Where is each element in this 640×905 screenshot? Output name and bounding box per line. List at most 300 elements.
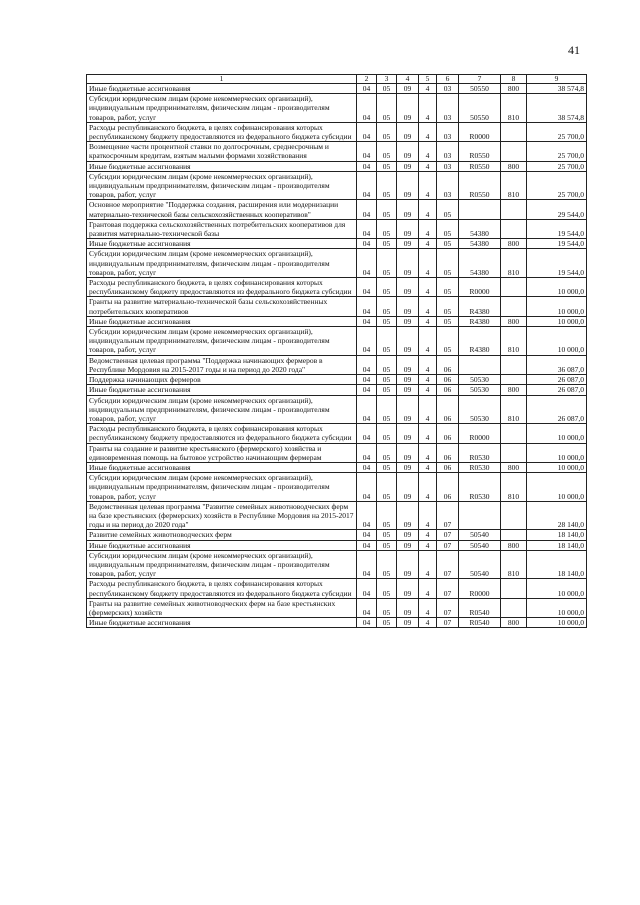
cell-target-article: 50530 [459, 385, 501, 395]
cell-code-2: 05 [377, 327, 397, 356]
cell-amount: 18 140,0 [527, 550, 587, 579]
cell-code-1: 04 [357, 161, 377, 171]
row-description: Гранты на создание и развитие крестьянского (фермерского) хозяйства и единовременная помощь на бытовое устройство начинающим фермерам [87, 443, 357, 462]
cell-code-4: 4 [419, 443, 437, 462]
row-description: Субсидии юридическим лицам (кроме некоммерческих организаций), индивидуальным предпринимателям, физическим лицам - производителям товаров, работ, услуг [87, 249, 357, 278]
cell-code-3: 09 [397, 598, 419, 617]
row-description: Иные бюджетные ассигнования [87, 316, 357, 326]
column-header: 9 [527, 75, 587, 84]
cell-code-3: 09 [397, 395, 419, 424]
cell-code-5: 06 [437, 385, 459, 395]
cell-code-1: 04 [357, 327, 377, 356]
cell-code-1: 04 [357, 239, 377, 249]
table-row [87, 171, 587, 200]
table-row [87, 327, 587, 356]
cell-code-3: 09 [397, 94, 419, 123]
cell-target-article: R0550 [459, 171, 501, 200]
cell-target-article: R4380 [459, 297, 501, 316]
row-description: Иные бюджетные ассигнования [87, 161, 357, 171]
cell-amount: 10 000,0 [527, 278, 587, 297]
cell-amount: 10 000,0 [527, 598, 587, 617]
cell-expense-type: 800 [501, 316, 527, 326]
cell-code-1: 04 [357, 473, 377, 502]
row-description: Иные бюджетные ассигнования [87, 540, 357, 550]
cell-code-1: 04 [357, 249, 377, 278]
row-description: Иные бюджетные ассигнования [87, 239, 357, 249]
table-row [87, 530, 587, 540]
cell-code-1: 04 [357, 618, 377, 628]
row-description: Субсидии юридическим лицам (кроме некоммерческих организаций), индивидуальным предпринимателям, физическим лицам - производителям товаров, работ, услуг [87, 327, 357, 356]
cell-expense-type: 810 [501, 171, 527, 200]
cell-code-3: 09 [397, 278, 419, 297]
cell-code-3: 09 [397, 142, 419, 161]
row-description: Субсидии юридическим лицам (кроме некоммерческих организаций), индивидуальным предпринимателям, физическим лицам - производителям товаров, работ, услуг [87, 550, 357, 579]
cell-code-2: 05 [377, 171, 397, 200]
cell-code-2: 05 [377, 375, 397, 385]
cell-target-article [459, 355, 501, 374]
cell-amount: 10 000,0 [527, 462, 587, 472]
cell-code-3: 09 [397, 618, 419, 628]
cell-target-article [459, 501, 501, 530]
cell-expense-type [501, 355, 527, 374]
cell-expense-type: 800 [501, 84, 527, 94]
row-description: Гранты на развитие материально-технической базы сельскохозяйственных потребительских кооперативов [87, 297, 357, 316]
row-description: Иные бюджетные ассигнования [87, 84, 357, 94]
table-row [87, 122, 587, 141]
column-header: 7 [459, 75, 501, 84]
cell-code-4: 4 [419, 161, 437, 171]
cell-code-3: 09 [397, 385, 419, 395]
cell-amount: 10 000,0 [527, 579, 587, 598]
cell-code-2: 05 [377, 598, 397, 617]
cell-code-5: 06 [437, 424, 459, 443]
cell-code-3: 09 [397, 122, 419, 141]
cell-expense-type: 800 [501, 161, 527, 171]
cell-code-4: 4 [419, 200, 437, 219]
column-header: 3 [377, 75, 397, 84]
cell-code-3: 09 [397, 579, 419, 598]
table-row [87, 200, 587, 219]
cell-code-3: 09 [397, 171, 419, 200]
cell-expense-type: 800 [501, 239, 527, 249]
row-description: Основное мероприятие "Поддержка создания, расширения или модернизации материально-технической базы сельскохозяйственных кооперативов" [87, 200, 357, 219]
cell-code-2: 05 [377, 579, 397, 598]
cell-amount: 38 574,8 [527, 84, 587, 94]
cell-code-1: 04 [357, 443, 377, 462]
cell-code-2: 05 [377, 443, 397, 462]
table-row [87, 355, 587, 374]
cell-code-1: 04 [357, 171, 377, 200]
cell-code-1: 04 [357, 219, 377, 238]
cell-code-3: 09 [397, 297, 419, 316]
cell-code-4: 4 [419, 550, 437, 579]
cell-code-4: 4 [419, 375, 437, 385]
table-header-row [87, 75, 587, 84]
cell-expense-type [501, 200, 527, 219]
cell-expense-type [501, 297, 527, 316]
cell-code-2: 05 [377, 501, 397, 530]
cell-amount: 38 574,8 [527, 94, 587, 123]
row-description: Грантовая поддержка сельскохозяйственных потребительских кооперативов для развития материально-технической базы [87, 219, 357, 238]
cell-code-4: 4 [419, 142, 437, 161]
table-row [87, 161, 587, 171]
cell-code-5: 07 [437, 598, 459, 617]
cell-code-4: 4 [419, 385, 437, 395]
cell-amount: 19 544,0 [527, 219, 587, 238]
cell-code-1: 04 [357, 579, 377, 598]
cell-amount: 10 000,0 [527, 424, 587, 443]
cell-code-5: 03 [437, 94, 459, 123]
cell-code-4: 4 [419, 355, 437, 374]
cell-code-4: 4 [419, 598, 437, 617]
cell-code-5: 05 [437, 316, 459, 326]
cell-code-4: 4 [419, 473, 437, 502]
row-description: Ведомственная целевая программа "Развитие семейных животноводческих ферм на базе крестьянских (фермерских) хозяйств в Республике Мордовия на 2015-2017 годы и на период до 2020 года" [87, 501, 357, 530]
cell-target-article: 50530 [459, 375, 501, 385]
cell-amount: 25 700,0 [527, 171, 587, 200]
table-row [87, 462, 587, 472]
cell-code-3: 09 [397, 375, 419, 385]
cell-code-4: 4 [419, 462, 437, 472]
cell-amount: 18 140,0 [527, 530, 587, 540]
cell-code-1: 04 [357, 530, 377, 540]
cell-code-1: 04 [357, 385, 377, 395]
cell-code-4: 4 [419, 316, 437, 326]
cell-code-1: 04 [357, 278, 377, 297]
cell-code-4: 4 [419, 239, 437, 249]
cell-code-5: 07 [437, 530, 459, 540]
cell-target-article: R0530 [459, 443, 501, 462]
cell-amount: 18 140,0 [527, 540, 587, 550]
cell-amount: 29 544,0 [527, 200, 587, 219]
cell-code-1: 04 [357, 598, 377, 617]
cell-code-2: 05 [377, 84, 397, 94]
cell-code-1: 04 [357, 297, 377, 316]
cell-expense-type: 810 [501, 327, 527, 356]
cell-target-article: R0550 [459, 161, 501, 171]
cell-code-2: 05 [377, 618, 397, 628]
row-description: Поддержка начинающих фермеров [87, 375, 357, 385]
table-row [87, 239, 587, 249]
table-row [87, 316, 587, 326]
cell-code-5: 06 [437, 375, 459, 385]
cell-code-3: 09 [397, 316, 419, 326]
cell-code-1: 04 [357, 424, 377, 443]
cell-code-3: 09 [397, 462, 419, 472]
cell-code-2: 05 [377, 142, 397, 161]
row-description: Развитие семейных животноводческих ферм [87, 530, 357, 540]
cell-amount: 25 700,0 [527, 142, 587, 161]
cell-code-1: 04 [357, 200, 377, 219]
cell-code-1: 04 [357, 375, 377, 385]
cell-expense-type [501, 443, 527, 462]
cell-code-5: 05 [437, 219, 459, 238]
cell-code-5: 07 [437, 540, 459, 550]
cell-code-5: 06 [437, 443, 459, 462]
table-row [87, 142, 587, 161]
cell-code-5: 07 [437, 501, 459, 530]
row-description: Ведомственная целевая программа "Поддержка начинающих фермеров в Республике Мордовия на 2015-2017 годы и на период до 2020 года" [87, 355, 357, 374]
cell-code-4: 4 [419, 618, 437, 628]
cell-code-4: 4 [419, 327, 437, 356]
column-header: 1 [87, 75, 357, 84]
cell-target-article: 50540 [459, 530, 501, 540]
row-description: Субсидии юридическим лицам (кроме некоммерческих организаций), индивидуальным предпринимателям, физическим лицам - производителям товаров, работ, услуг [87, 171, 357, 200]
cell-target-article: R0000 [459, 278, 501, 297]
cell-code-2: 05 [377, 122, 397, 141]
cell-target-article: 54380 [459, 219, 501, 238]
table-row [87, 94, 587, 123]
cell-code-2: 05 [377, 94, 397, 123]
table-row [87, 249, 587, 278]
cell-target-article: R0000 [459, 579, 501, 598]
cell-code-5: 06 [437, 462, 459, 472]
cell-code-2: 05 [377, 278, 397, 297]
cell-code-3: 09 [397, 355, 419, 374]
cell-amount: 26 087,0 [527, 385, 587, 395]
cell-code-3: 09 [397, 424, 419, 443]
cell-target-article: 50540 [459, 540, 501, 550]
cell-code-5: 06 [437, 395, 459, 424]
table-row [87, 84, 587, 94]
cell-code-3: 09 [397, 443, 419, 462]
cell-code-5: 03 [437, 161, 459, 171]
table-row [87, 385, 587, 395]
cell-code-3: 09 [397, 501, 419, 530]
cell-code-2: 05 [377, 249, 397, 278]
cell-amount: 26 087,0 [527, 395, 587, 424]
cell-code-2: 05 [377, 540, 397, 550]
cell-target-article: 50550 [459, 94, 501, 123]
cell-target-article: 50530 [459, 395, 501, 424]
cell-code-1: 04 [357, 355, 377, 374]
cell-amount: 19 544,0 [527, 249, 587, 278]
cell-code-2: 05 [377, 161, 397, 171]
cell-target-article: R0000 [459, 122, 501, 141]
cell-code-3: 09 [397, 200, 419, 219]
cell-amount: 10 000,0 [527, 316, 587, 326]
cell-code-4: 4 [419, 94, 437, 123]
cell-expense-type [501, 501, 527, 530]
table-row [87, 618, 587, 628]
cell-code-2: 05 [377, 473, 397, 502]
cell-expense-type [501, 530, 527, 540]
cell-code-1: 04 [357, 501, 377, 530]
table-row [87, 443, 587, 462]
cell-expense-type: 800 [501, 385, 527, 395]
cell-code-4: 4 [419, 249, 437, 278]
cell-amount: 10 000,0 [527, 473, 587, 502]
row-description: Иные бюджетные ассигнования [87, 618, 357, 628]
row-description: Расходы республиканского бюджета, в целях софинансирования которых республиканскому бюджету предоставляются из федерального бюджета субсидии [87, 122, 357, 141]
cell-expense-type: 810 [501, 395, 527, 424]
cell-code-5: 05 [437, 249, 459, 278]
cell-code-2: 05 [377, 462, 397, 472]
cell-code-1: 04 [357, 540, 377, 550]
cell-code-5: 07 [437, 579, 459, 598]
cell-code-5: 05 [437, 200, 459, 219]
row-description: Иные бюджетные ассигнования [87, 462, 357, 472]
table-row [87, 598, 587, 617]
column-header: 5 [419, 75, 437, 84]
table-row [87, 540, 587, 550]
cell-expense-type [501, 142, 527, 161]
cell-code-1: 04 [357, 395, 377, 424]
cell-code-1: 04 [357, 94, 377, 123]
table-row [87, 395, 587, 424]
cell-code-2: 05 [377, 550, 397, 579]
cell-target-article: R0540 [459, 618, 501, 628]
cell-code-3: 09 [397, 540, 419, 550]
cell-code-3: 09 [397, 327, 419, 356]
cell-code-2: 05 [377, 219, 397, 238]
cell-target-article: 50550 [459, 84, 501, 94]
cell-expense-type: 800 [501, 618, 527, 628]
table-row [87, 278, 587, 297]
cell-target-article: R0540 [459, 598, 501, 617]
column-header: 8 [501, 75, 527, 84]
table-row [87, 375, 587, 385]
cell-code-2: 05 [377, 385, 397, 395]
table-row [87, 424, 587, 443]
table-row [87, 219, 587, 238]
cell-code-1: 04 [357, 316, 377, 326]
cell-expense-type: 810 [501, 473, 527, 502]
cell-code-4: 4 [419, 278, 437, 297]
cell-amount: 28 140,0 [527, 501, 587, 530]
cell-amount: 25 700,0 [527, 122, 587, 141]
cell-amount: 26 087,0 [527, 375, 587, 385]
row-description: Расходы республиканского бюджета, в целях софинансирования которых республиканскому бюджету предоставляются из федерального бюджета субсидии [87, 424, 357, 443]
cell-expense-type: 810 [501, 550, 527, 579]
cell-code-4: 4 [419, 540, 437, 550]
cell-code-5: 05 [437, 327, 459, 356]
cell-code-5: 07 [437, 618, 459, 628]
cell-target-article: R0530 [459, 462, 501, 472]
column-header: 2 [357, 75, 377, 84]
row-description: Гранты на развитие семейных животноводческих ферм на базе крестьянских (фермерских) хозяйств [87, 598, 357, 617]
budget-table [86, 74, 587, 628]
cell-target-article: R0550 [459, 142, 501, 161]
cell-code-3: 09 [397, 84, 419, 94]
cell-code-4: 4 [419, 530, 437, 540]
cell-code-2: 05 [377, 200, 397, 219]
cell-code-1: 04 [357, 84, 377, 94]
cell-expense-type: 800 [501, 462, 527, 472]
cell-code-1: 04 [357, 462, 377, 472]
cell-expense-type [501, 579, 527, 598]
cell-code-4: 4 [419, 579, 437, 598]
cell-code-1: 04 [357, 142, 377, 161]
cell-code-4: 4 [419, 395, 437, 424]
row-description: Расходы республиканского бюджета, в целях софинансирования которых республиканскому бюджету предоставляются из федерального бюджета субсидии [87, 278, 357, 297]
cell-code-5: 05 [437, 278, 459, 297]
table-row [87, 473, 587, 502]
table-row [87, 550, 587, 579]
table-row [87, 579, 587, 598]
cell-code-3: 09 [397, 530, 419, 540]
cell-code-4: 4 [419, 171, 437, 200]
cell-amount: 10 000,0 [527, 618, 587, 628]
cell-code-4: 4 [419, 297, 437, 316]
row-description: Субсидии юридическим лицам (кроме некоммерческих организаций), индивидуальным предпринимателям, физическим лицам - производителям товаров, работ, услуг [87, 473, 357, 502]
cell-expense-type [501, 598, 527, 617]
row-description: Субсидии юридическим лицам (кроме некоммерческих организаций), индивидуальным предпринимателям, физическим лицам - производителям товаров, работ, услуг [87, 94, 357, 123]
cell-expense-type [501, 375, 527, 385]
cell-target-article [459, 200, 501, 219]
row-description: Возмещение части процентной ставки по долгосрочным, среднесрочным и краткосрочным кредитам, взятым малыми формами хозяйствования [87, 142, 357, 161]
cell-amount: 36 087,0 [527, 355, 587, 374]
cell-target-article: R4380 [459, 327, 501, 356]
cell-expense-type: 800 [501, 540, 527, 550]
cell-code-1: 04 [357, 550, 377, 579]
cell-code-3: 09 [397, 249, 419, 278]
cell-target-article: R4380 [459, 316, 501, 326]
cell-expense-type: 810 [501, 249, 527, 278]
cell-expense-type [501, 278, 527, 297]
cell-code-2: 05 [377, 316, 397, 326]
cell-code-3: 09 [397, 239, 419, 249]
cell-code-5: 03 [437, 84, 459, 94]
cell-code-4: 4 [419, 424, 437, 443]
cell-target-article: 50540 [459, 550, 501, 579]
cell-code-3: 09 [397, 161, 419, 171]
cell-code-5: 07 [437, 550, 459, 579]
cell-code-2: 05 [377, 239, 397, 249]
cell-code-4: 4 [419, 122, 437, 141]
cell-code-4: 4 [419, 84, 437, 94]
cell-amount: 10 000,0 [527, 327, 587, 356]
cell-code-2: 05 [377, 395, 397, 424]
row-description: Расходы республиканского бюджета, в целях софинансирования которых республиканскому бюджету предоставляются из федерального бюджета субсидии [87, 579, 357, 598]
column-header: 4 [397, 75, 419, 84]
column-header: 6 [437, 75, 459, 84]
cell-code-5: 03 [437, 142, 459, 161]
cell-expense-type [501, 219, 527, 238]
table-row [87, 297, 587, 316]
cell-code-2: 05 [377, 355, 397, 374]
cell-code-4: 4 [419, 501, 437, 530]
cell-target-article: 54380 [459, 239, 501, 249]
row-description: Иные бюджетные ассигнования [87, 385, 357, 395]
cell-code-5: 06 [437, 473, 459, 502]
row-description: Субсидии юридическим лицам (кроме некоммерческих организаций), индивидуальным предпринимателям, физическим лицам - производителям товаров, работ, услуг [87, 395, 357, 424]
cell-target-article: R0530 [459, 473, 501, 502]
cell-amount: 10 000,0 [527, 297, 587, 316]
cell-code-5: 05 [437, 297, 459, 316]
cell-code-3: 09 [397, 550, 419, 579]
cell-code-5: 03 [437, 122, 459, 141]
cell-code-5: 05 [437, 239, 459, 249]
cell-code-2: 05 [377, 424, 397, 443]
cell-expense-type [501, 122, 527, 141]
cell-code-5: 06 [437, 355, 459, 374]
cell-code-2: 05 [377, 297, 397, 316]
page-number: 41 [568, 43, 580, 57]
cell-expense-type [501, 424, 527, 443]
cell-expense-type: 810 [501, 94, 527, 123]
cell-code-5: 03 [437, 171, 459, 200]
cell-amount: 10 000,0 [527, 443, 587, 462]
cell-code-3: 09 [397, 219, 419, 238]
cell-code-2: 05 [377, 530, 397, 540]
cell-code-4: 4 [419, 219, 437, 238]
cell-amount: 19 544,0 [527, 239, 587, 249]
cell-code-1: 04 [357, 122, 377, 141]
cell-target-article: R0000 [459, 424, 501, 443]
cell-code-3: 09 [397, 473, 419, 502]
cell-amount: 25 700,0 [527, 161, 587, 171]
